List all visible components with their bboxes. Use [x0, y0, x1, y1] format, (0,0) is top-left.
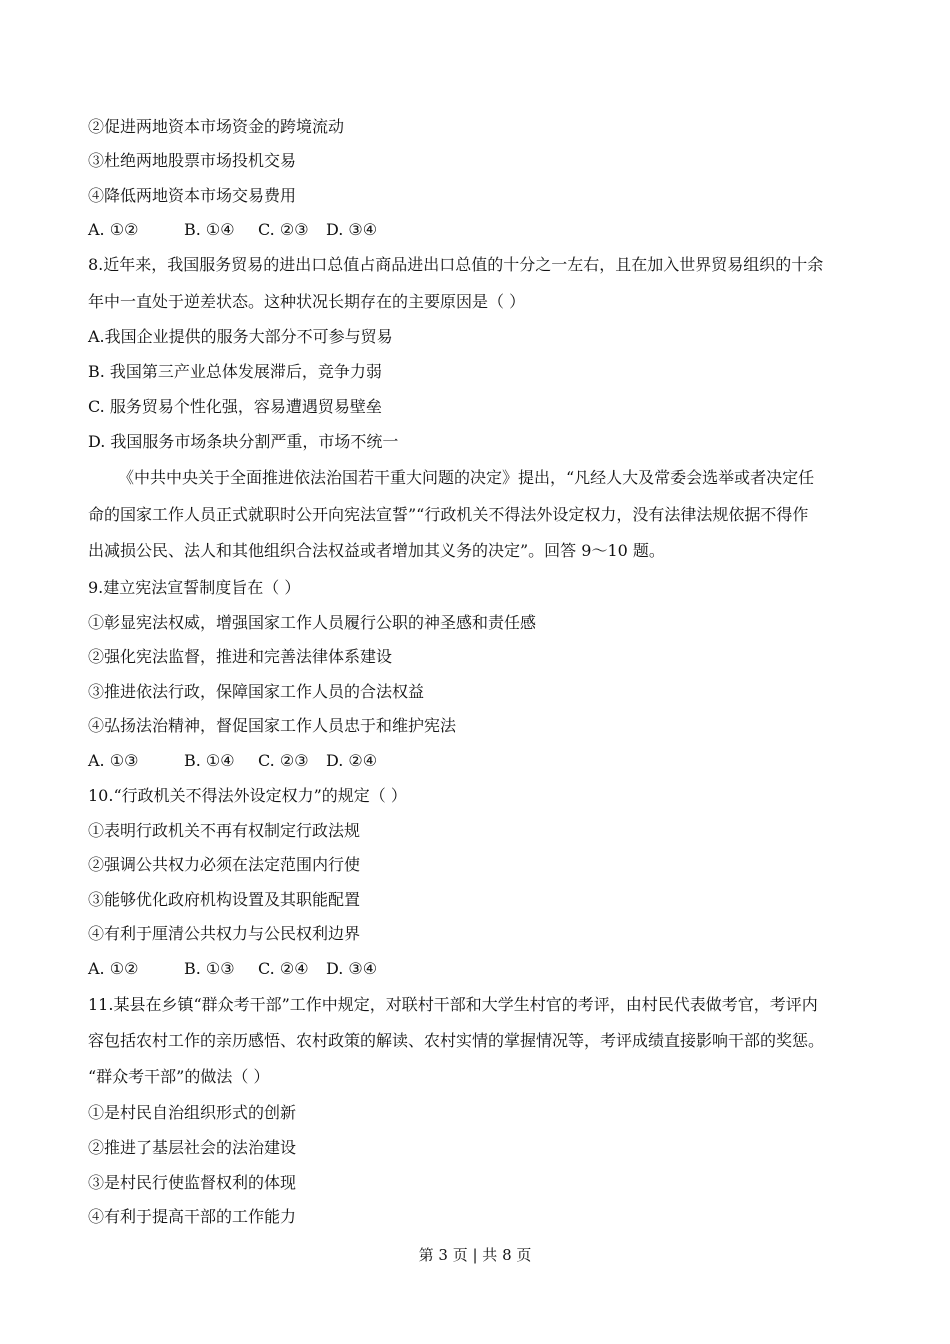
choice-a: A.我国企业提供的服务大部分不可参与贸易 [88, 327, 393, 346]
passage-text: 出减损公民、法人和其他组织合法权益或者增加其义务的决定”。回答 9～10 题。 [88, 541, 665, 560]
option-item: ③杜绝两地股票市场投机交易 [88, 151, 297, 170]
question-stem: 9.建立宪法宣誓制度旨在（ ） [88, 578, 301, 597]
answer-choices [88, 751, 377, 771]
choice-d: D. ②④ [326, 751, 378, 770]
answer-choices [88, 220, 377, 240]
question-stem: 11.某县在乡镇“群众考干部”工作中规定，对联村干部和大学生村官的考评，由村民代表做考官，考评内 [88, 995, 818, 1014]
option-item: ②促进两地资本市场资金的跨境流动 [88, 117, 345, 136]
option-item: ③是村民行使监督权利的体现 [88, 1173, 297, 1192]
answer-choices [88, 959, 377, 979]
option-item: ④弘扬法治精神，督促国家工作人员忠于和维护宪法 [88, 716, 457, 735]
option-item: ②强化宪法监督，推进和完善法律体系建设 [88, 647, 393, 666]
option-item: ①彰显宪法权威，增强国家工作人员履行公职的神圣感和责任感 [88, 613, 537, 632]
choice-c: C. 服务贸易个性化强，容易遭遇贸易壁垒 [88, 397, 382, 416]
choice-b: B. ①③ [184, 959, 235, 978]
option-item: ③能够优化政府机构设置及其职能配置 [88, 890, 361, 909]
question-stem: 年中一直处于逆差状态。这种状况长期存在的主要原因是（ ） [88, 292, 526, 311]
question-stem: 10.“行政机关不得法外设定权力”的规定（ ） [88, 786, 407, 805]
option-item: ②推进了基层社会的法治建设 [88, 1138, 297, 1157]
option-item: ④有利于厘清公共权力与公民权利边界 [88, 924, 361, 943]
page-footer: 第 3 页 | 共 8 页 [418, 1246, 532, 1264]
option-item: ③推进依法行政，保障国家工作人员的合法权益 [88, 682, 425, 701]
option-item: ①表明行政机关不再有权制定行政法规 [88, 821, 361, 840]
option-item: ④有利于提高干部的工作能力 [88, 1207, 297, 1226]
passage-text: 命的国家工作人员正式就职时公开向宪法宣誓”“行政机关不得法外设定权力，没有法律法规依据不得作 [88, 505, 809, 524]
choice-b: B. 我国第三产业总体发展滞后，竞争力弱 [88, 362, 382, 381]
choice-c: C. ②④ [258, 959, 309, 978]
option-item: ①是村民自治组织形式的创新 [88, 1103, 297, 1122]
question-stem: 容包括农村工作的亲历感悟、农村政策的解读、农村实情的掌握情况等，考评成绩直接影响干部的奖惩。 [88, 1031, 825, 1050]
choice-c: C. ②③ [258, 751, 309, 770]
choice-a: A. ①② [88, 959, 139, 978]
choice-d: D. 我国服务市场条块分割严重，市场不统一 [88, 432, 399, 451]
choice-c: C. ②③ [258, 220, 309, 239]
option-item: ④降低两地资本市场交易费用 [88, 186, 297, 205]
choice-a: A. ①② [88, 220, 139, 239]
question-stem: 8.近年来，我国服务贸易的进出口总值占商品进出口总值的十分之一左右，且在加入世界贸易组织的十余 [88, 255, 824, 274]
choice-d: D. ③④ [326, 959, 378, 978]
choice-a: A. ①③ [88, 751, 139, 770]
option-item: ②强调公共权力必须在法定范围内行使 [88, 855, 361, 874]
choice-d: D. ③④ [326, 220, 378, 239]
choice-b: B. ①④ [184, 751, 235, 770]
question-stem: “群众考干部”的做法（ ） [88, 1067, 270, 1086]
passage-text: 《中共中央关于全面推进依法治国若干重大问题的决定》提出，“凡经人大及常委会选举或者决定任 [118, 468, 815, 487]
choice-b: B. ①④ [184, 220, 235, 239]
